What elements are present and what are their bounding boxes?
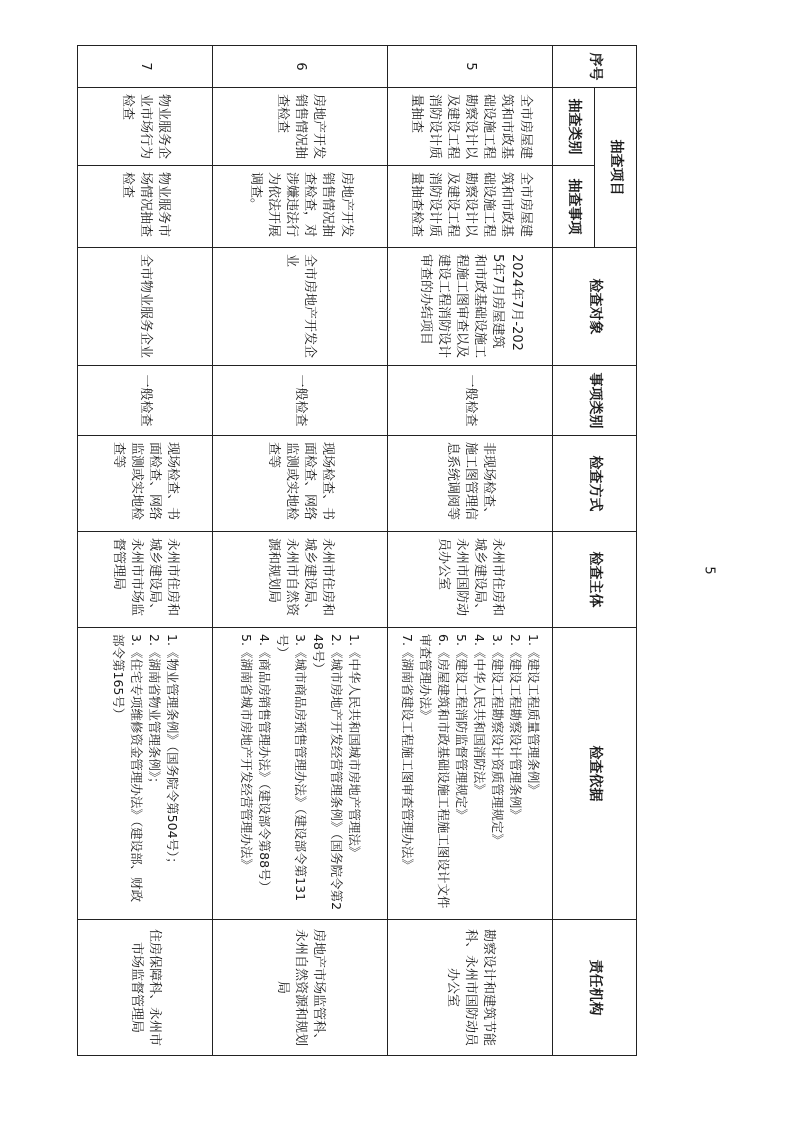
row-agency: 勘察设计和建筑节能科、永州市国防动员办公室 <box>388 920 553 1056</box>
row-target: 全市物业服务企业 <box>78 248 213 366</box>
row-category: 物业服务企业市场行为检查 <box>78 88 213 166</box>
basis-line: 1.《中华人民共和国城市房地产管理法》 <box>347 634 363 859</box>
row-method: 现场检查、书面检查、网络监测或实地检查等 <box>78 436 213 532</box>
row-no: 7 <box>78 46 213 88</box>
page-number: 5 <box>701 566 717 575</box>
row-type: 一般检查 <box>388 366 553 436</box>
table-row <box>213 46 388 1056</box>
header-sample-category: 抽查类别 <box>553 88 595 166</box>
row-no: 6 <box>213 46 388 88</box>
basis-line: 2.《城市房地产开发经营管理条例》（国务院令第248号） <box>311 634 345 911</box>
basis-line: 6.《房屋建筑和市政基础设施工程施工图设计文件审查管理办法》 <box>417 634 451 909</box>
basis-line: 1.《建设工程质量管理条例》 <box>526 634 542 796</box>
table-row <box>388 46 553 1056</box>
row-basis <box>213 628 388 920</box>
header-agency: 责任机构 <box>553 920 637 1056</box>
row-agency: 住房保障科、永州市市场监督管理局 <box>78 920 213 1056</box>
basis-line: 1.《物业管理条例》（国务院令第504号）； <box>165 634 181 870</box>
row-basis <box>78 628 213 920</box>
row-target: 全市房地产开发企业 <box>213 248 388 366</box>
row-matter: 全市房屋建筑和市政基础设施工程勘察设计以及建设工程消防设计质量抽查检查 <box>388 166 553 248</box>
row-subject: 永州市住房和城乡建设局、永州市自然资源和规划局 <box>213 532 388 628</box>
row-type: 一般检查 <box>213 366 388 436</box>
row-method: 现场检查、书面检查、网络监测或实地检查等 <box>213 436 388 532</box>
header-sample-item: 抽查项目 <box>595 88 637 248</box>
row-matter: 物业服务市场情况抽查检查 <box>78 166 213 248</box>
header-method: 检查方式 <box>553 436 637 532</box>
row-subject: 永州市住房和城乡建设局、永州市市场监督管理局 <box>78 532 213 628</box>
basis-line: 5.《湖南省城市房地产开发经营管理办法》 <box>238 634 254 871</box>
basis-line: 2.《建设工程勘察设计管理条例》 <box>508 634 524 821</box>
row-method: 非现场检查、施工图管理信息系统调阅等 <box>388 436 553 532</box>
table-row <box>78 46 213 1056</box>
header-no: 序号 <box>553 46 637 88</box>
header-sample-matter: 抽查事项 <box>553 166 595 248</box>
basis-line: 2.《湖南省物业管理条例》； <box>147 634 163 790</box>
row-category: 全市房屋建筑和市政基础设施工程勘察设计以及建设工程消防设计质量抽查 <box>388 88 553 166</box>
basis-line: 4.《商品房销售管理办法》（建设部令第88号） <box>256 634 272 894</box>
rotated-table-container <box>77 45 637 1055</box>
row-subject: 永州市住房和城乡建设局、永州市国防动员办公室 <box>388 532 553 628</box>
row-agency: 房地产市场监管科、永州自然资源和规划局 <box>213 920 388 1056</box>
header-row <box>595 46 637 1056</box>
inspection-table <box>77 45 637 1056</box>
header-subject: 检查主体 <box>553 532 637 628</box>
row-matter: 房地产开发销售情况抽查检查，对涉嫌违法行为依法开展调查。 <box>213 166 388 248</box>
basis-line: 3.《住宅专项维修资金管理办法》（建设部、财政部令第165号） <box>110 634 144 903</box>
header-basis: 检查依据 <box>553 628 637 920</box>
row-basis <box>388 628 553 920</box>
header-matter-type: 事项类别 <box>553 366 637 436</box>
basis-line: 3.《城市商品房预售管理办法》（建设部令第131号） <box>274 634 309 902</box>
basis-line: 3.《建设工程勘察设计资质管理规定》 <box>490 634 506 846</box>
row-type: 一般检查 <box>78 366 213 436</box>
row-category: 房地产开发销售情况抽查检查 <box>213 88 388 166</box>
basis-line: 5.《建设工程消防监督管理规定》 <box>454 634 469 821</box>
basis-line: 7.《湖南省建设工程施工图审查管理办法》 <box>399 634 415 871</box>
row-no: 5 <box>388 46 553 88</box>
header-target: 检查对象 <box>553 248 637 366</box>
row-target: 2024年7月-2025年7月房屋建筑和市政基础设施工程施工图审查以及建设工程消防设计审查的办结项目 <box>388 248 553 366</box>
basis-line: 4.《中华人民共和国消防法》 <box>472 634 488 796</box>
